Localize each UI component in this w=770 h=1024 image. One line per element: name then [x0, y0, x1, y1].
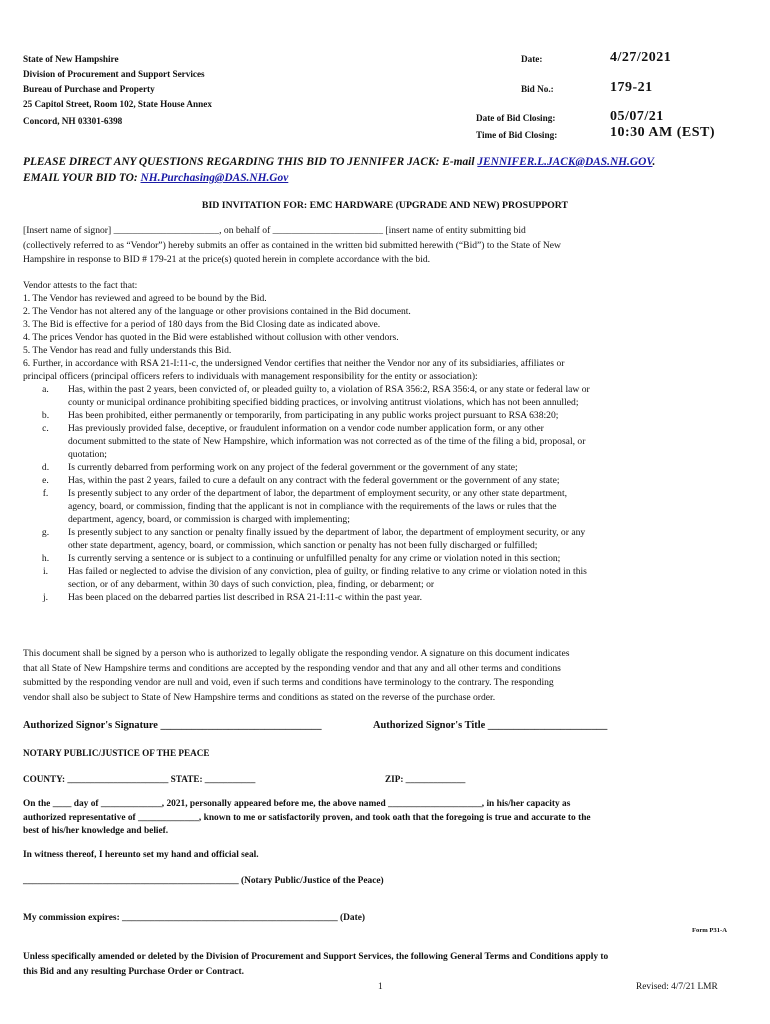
terms-line: Unless specifically amended or deleted by the Division of Procurement and Support Services, the following General Terms and Conditions apply to — [23, 952, 609, 962]
page-number: 1 — [378, 982, 383, 992]
clause-h: h. Is currently serving a sentence or is subject to a continuing or unfulfilled penalty for any crime or violation noted in this section; — [41, 553, 561, 564]
bid-title: BID INVITATION FOR: EMC HARDWARE (UPGRADE AND NEW) PROSUPPORT — [201, 200, 569, 211]
certification-clauses — [23, 383, 745, 604]
org-line: 25 Capitol Street, Room 102, State House Annex — [23, 99, 212, 109]
commission-expiry-field[interactable]: My commission expires: ______________________________________________ (Date) — [23, 913, 365, 923]
form-id: Form P31-A — [692, 927, 727, 934]
oath-line: best of his/her knowledge and belief. — [23, 826, 169, 836]
submission-prefix: EMAIL YOUR BID TO: — [23, 172, 141, 184]
intro-line: Hampshire in response to BID # 179-21 at the price(s) quoted herein in complete accordance with the bid. — [23, 254, 431, 266]
date-label: Date: — [521, 54, 543, 64]
clause-d: d. Is currently debarred from performing work on any project of the federal government or the government of any state; — [41, 462, 518, 473]
attest-item: 5. The Vendor has read and fully understands this Bid. — [23, 345, 232, 356]
org-line: Concord, NH 03301-6398 — [23, 116, 123, 126]
org-address-block — [23, 52, 212, 129]
date-value: 4/27/2021 — [610, 50, 672, 65]
closing-time-label: Time of Bid Closing: — [476, 130, 558, 140]
clause-f: f. Is presently subject to any order of the department of labor, the department of employment security, or any other state department, agency, board, or commission, finding that the applicant is not in compliance with the requirements of the laws or rules that the department, agency, board, or commission is charged with implementing; — [42, 488, 568, 525]
revision-note: Revised: 4/7/21 LMR — [636, 982, 718, 992]
org-line: State of New Hampshire — [23, 54, 119, 64]
questions-directive — [23, 154, 655, 170]
oath-line: authorized representative of _____________, known to me or satisfactorily proven, and took oath that the foregoing is true and accurate to the — [23, 812, 591, 823]
clause-i: i. Has failed or neglected to advise the division of any conviction, plea of guilty, or finding relative to any crime or violation noted in this section, or of any debarment, within 30 days of such conviction, plea, finding, or debarment; or — [42, 566, 587, 590]
oath-line: On the ____ day of _____________, 2021, personally appeared before me, the above named ____________________, in his/her capacity as — [23, 799, 571, 809]
submission-email-link[interactable]: NH.Purchasing@DAS.NH.Gov — [140, 172, 289, 184]
clause-j: j. Has been placed on the debarred parties list described in RSA 21-I:11-c within the past year. — [42, 592, 422, 603]
county-state-field[interactable]: COUNTY: ______________________ STATE: ___________ — [23, 774, 256, 784]
clause-g: g. Is presently subject to any sanction or penalty finally issued by the department of labor, the department of employment security, or any other state department, agency, board, or commission, which sanction or penalty has not been fully discharged or fulfilled; — [41, 527, 586, 551]
questions-suffix: . — [652, 156, 656, 168]
intro-paragraph — [23, 224, 745, 268]
zip-field[interactable]: ZIP: _____________ — [385, 774, 466, 784]
closing-date-label: Date of Bid Closing: — [476, 113, 556, 123]
signing-note-line: vendor shall also be subject to State of New Hampshire terms and conditions as stated on the reverse of the purchase order. — [23, 692, 496, 704]
attest-item: 1. The Vendor has reviewed and agreed to be bound by the Bid. — [23, 293, 267, 304]
terms-notice — [23, 950, 745, 980]
signing-note — [23, 647, 745, 706]
contact-email-link[interactable]: JENNIFER.L.JACK@DAS.NH.GOV — [477, 156, 653, 168]
intro-line: (collectively referred to as “Vendor”) hereby submits an offer as contained in the written bid submitted herewith (“Bid”) to the State of New — [23, 239, 561, 251]
org-line: Division of Procurement and Support Services — [23, 69, 205, 79]
bid-no-label: Bid No.: — [521, 84, 554, 94]
attests-heading: Vendor attests to the fact that: — [23, 280, 138, 291]
attest-item: 6. Further, in accordance with RSA 21-I:11-c, the undersigned Vendor certifies that neither the Vendor nor any of its subsidiaries, affiliates or — [23, 358, 565, 369]
clause-e: e. Has, within the past 2 years, failed to cure a default on any contract with the federal government or the government of any state; — [42, 475, 560, 486]
signing-note-line: This document shall be signed by a person who is authorized to legally obligate the responding vendor. A signature on this document indicates — [23, 648, 570, 659]
terms-line: this Bid and any resulting Purchase Order or Contract. — [23, 967, 244, 977]
witness-statement: In witness thereof, I hereunto set my hand and official seal. — [23, 850, 259, 860]
questions-prefix: PLEASE DIRECT ANY QUESTIONS REGARDING THIS BID TO JENNIFER JACK: E-mail — [23, 156, 478, 168]
signing-note-line: that all State of New Hampshire terms and conditions are accepted by the responding vendor and that any and all other terms and conditions — [23, 662, 561, 674]
notary-heading: NOTARY PUBLIC/JUSTICE OF THE PEACE — [23, 748, 210, 758]
signor-signature-field[interactable]: Authorized Signor's Signature _______________________________ — [23, 720, 322, 731]
attest-item: principal officers (principal officers refers to individuals with management responsibility for the entity or association): — [23, 371, 478, 382]
notary-signature-field[interactable]: ______________________________________________ (Notary Public/Justice of the Peace) — [23, 876, 384, 886]
closing-time-value: 10:30 AM (EST) — [610, 125, 715, 140]
org-line: Bureau of Purchase and Property — [23, 84, 155, 94]
closing-date-value: 05/07/21 — [610, 109, 664, 124]
attestations-list — [23, 279, 745, 383]
bid-no-value: 179-21 — [610, 80, 653, 95]
attest-item: 2. The Vendor has not altered any of the language or other provisions contained in the Bid document. — [23, 306, 411, 317]
intro-line: [Insert name of signor] ______________________, on behalf of _______________________ [insert name of entity submitting bid — [23, 225, 526, 236]
attest-item: 3. The Bid is effective for a period of 180 days from the Bid Closing date as indicated above. — [23, 319, 381, 330]
submission-directive — [23, 170, 288, 186]
signor-title-field[interactable]: Authorized Signor's Title _______________________ — [373, 720, 608, 731]
signing-note-line: submitted by the responding vendor are null and void, even if such terms and conditions have terminology to the contrary. The responding — [23, 677, 554, 689]
clause-c: c. Has previously provided false, deceptive, or fraudulent information on a vendor code number application form, or any other document submitted to the state of New Hampshire, which information was not corrected as of the time of the filing a bid, proposal, or quotation; — [42, 423, 586, 460]
clause-a: a. Has, within the past 2 years, been convicted of, or pleaded guilty to, a violation of RSA 356:2, RSA 356:4, or any state or federal law or county or municipal ordinance prohibiting specified bidding practices, or involving antitrust violations, which has not been annulled; — [42, 384, 590, 408]
notary-oath — [23, 798, 745, 839]
attest-item: 4. The prices Vendor has quoted in the Bid were established without collusion with other vendors. — [23, 332, 399, 343]
clause-b: b. Has been prohibited, either permanently or temporarily, from participating in any public works project pursuant to RSA 638:20; — [41, 410, 559, 421]
